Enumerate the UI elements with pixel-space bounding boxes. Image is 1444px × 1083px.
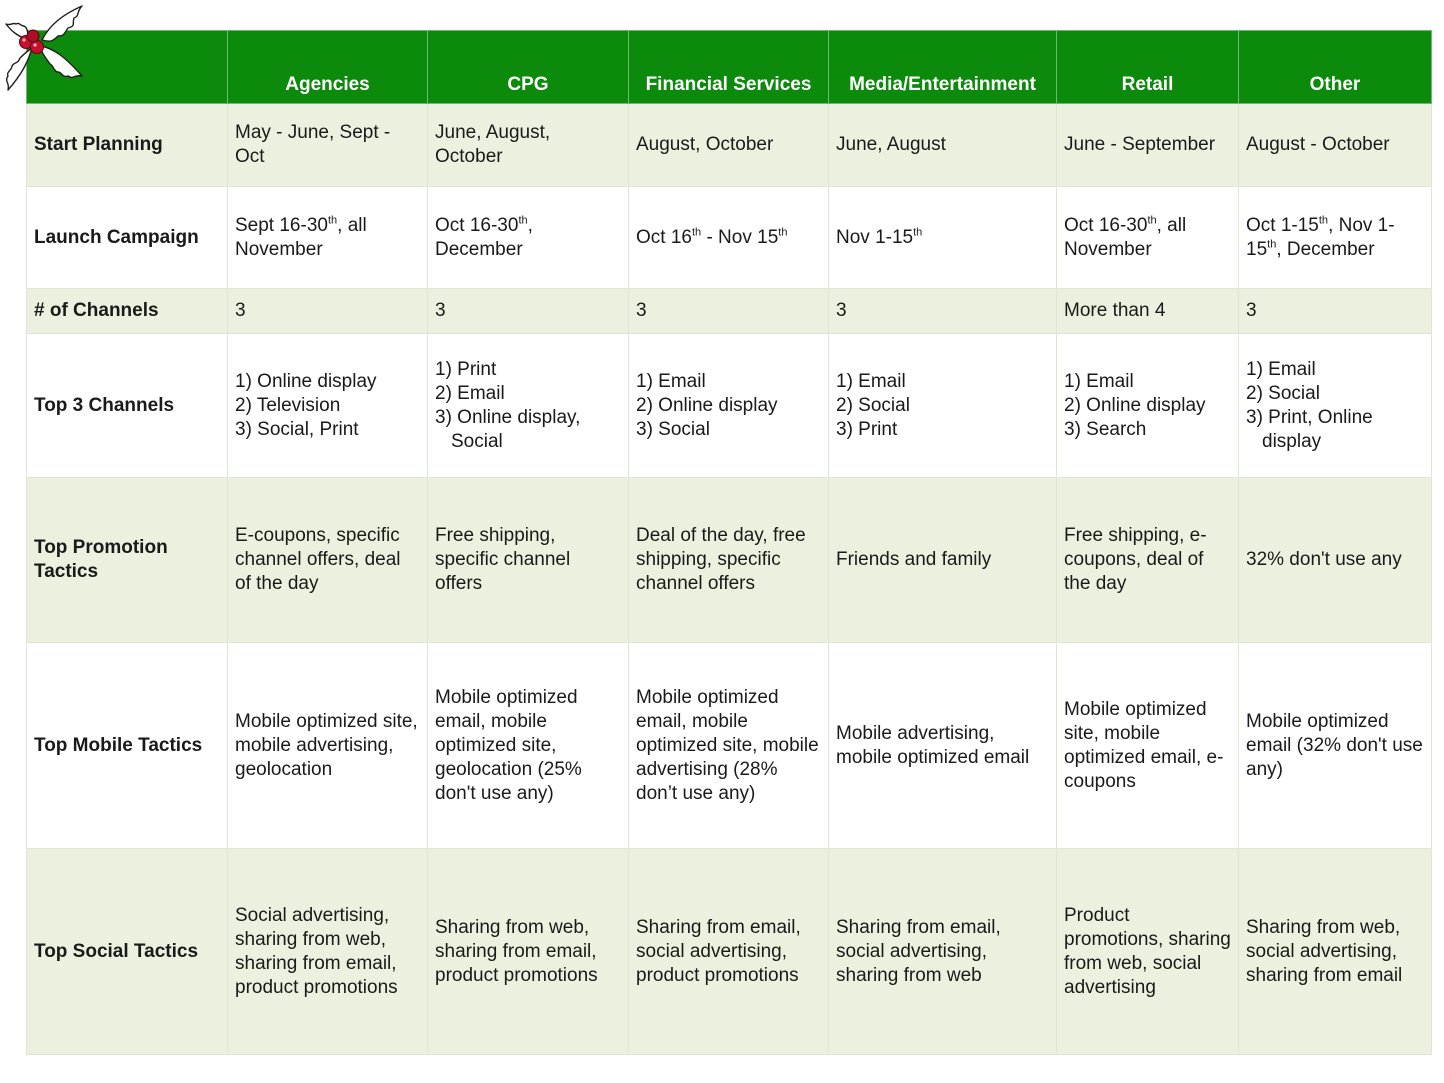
cell-top-channels-retail: 1) Email 2) Online display 3) Search xyxy=(1057,334,1239,478)
cell-mobile-cpg: Mobile optimized email, mobile optimized site, geolocation (25% don't use any) xyxy=(428,643,629,849)
table-row-promotion-tactics xyxy=(27,478,1432,643)
cell-channels-other: 3 xyxy=(1239,289,1432,334)
cell-channels-financial: 3 xyxy=(629,289,829,334)
column-header-financial-services: Financial Services xyxy=(629,31,829,104)
cell-launch-other: Oct 1-15th, Nov 1-15th, December xyxy=(1239,187,1432,289)
table-row-top-channels xyxy=(27,334,1432,478)
cell-channels-cpg: 3 xyxy=(428,289,629,334)
cell-mobile-retail: Mobile optimized site, mobile optimized email, e-coupons xyxy=(1057,643,1239,849)
cell-promotion-agencies: E-coupons, specific channel offers, deal of the day xyxy=(228,478,428,643)
cell-mobile-other: Mobile optimized email (32% don't use any) xyxy=(1239,643,1432,849)
row-label-start-planning: Start Planning xyxy=(27,104,228,187)
cell-top-channels-financial: 1) Email 2) Online display 3) Social xyxy=(629,334,829,478)
cell-launch-retail: Oct 16-30th, all November xyxy=(1057,187,1239,289)
cell-top-channels-cpg: 1) Print 2) Email 3) Online display, Social xyxy=(428,334,629,478)
column-header-agencies: Agencies xyxy=(228,31,428,104)
cell-start-planning-financial: August, October xyxy=(629,104,829,187)
row-label-social-tactics: Top Social Tactics xyxy=(27,849,228,1055)
holly-icon xyxy=(2,2,86,94)
cell-launch-financial: Oct 16th - Nov 15th xyxy=(629,187,829,289)
cell-promotion-cpg: Free shipping, specific channel offers xyxy=(428,478,629,643)
cell-promotion-retail: Free shipping, e-coupons, deal of the day xyxy=(1057,478,1239,643)
column-header-media-entertainment: Media/Entertainment xyxy=(829,31,1057,104)
cell-start-planning-other: August - October xyxy=(1239,104,1432,187)
cell-start-planning-cpg: June, August, October xyxy=(428,104,629,187)
cell-launch-cpg: Oct 16-30th, December xyxy=(428,187,629,289)
table-row-launch-campaign xyxy=(27,187,1432,289)
cell-promotion-media: Friends and family xyxy=(829,478,1057,643)
cell-promotion-financial: Deal of the day, free shipping, specific channel offers xyxy=(629,478,829,643)
table-row-mobile-tactics xyxy=(27,643,1432,849)
table-row-social-tactics xyxy=(27,849,1432,1055)
row-label-mobile-tactics: Top Mobile Tactics xyxy=(27,643,228,849)
cell-start-planning-retail: June - September xyxy=(1057,104,1239,187)
cell-mobile-media: Mobile advertising, mobile optimized email xyxy=(829,643,1057,849)
row-label-num-channels: # of Channels xyxy=(27,289,228,334)
cell-channels-agencies: 3 xyxy=(228,289,428,334)
cell-top-channels-other: 1) Email 2) Social 3) Print, Online display xyxy=(1239,334,1432,478)
calendar-comparison-table xyxy=(26,30,1432,1055)
cell-top-channels-media: 1) Email 2) Social 3) Print xyxy=(829,334,1057,478)
cell-channels-retail: More than 4 xyxy=(1057,289,1239,334)
table-row-start-planning xyxy=(27,104,1432,187)
cell-launch-media: Nov 1-15th xyxy=(829,187,1057,289)
cell-promotion-other: 32% don't use any xyxy=(1239,478,1432,643)
cell-start-planning-agencies: May - June, Sept - Oct xyxy=(228,104,428,187)
cell-social-cpg: Sharing from web, sharing from email, product promotions xyxy=(428,849,629,1055)
table-row-num-channels xyxy=(27,289,1432,334)
row-label-promotion-tactics: Top Promotion Tactics xyxy=(27,478,228,643)
cell-mobile-agencies: Mobile optimized site, mobile advertising, geolocation xyxy=(228,643,428,849)
cell-launch-agencies: Sept 16-30th, all November xyxy=(228,187,428,289)
cell-social-retail: Product promotions, sharing from web, social advertising xyxy=(1057,849,1239,1055)
cell-social-media: Sharing from email, social advertising, sharing from web xyxy=(829,849,1057,1055)
cell-top-channels-agencies: 1) Online display 2) Television 3) Social, Print xyxy=(228,334,428,478)
cell-channels-media: 3 xyxy=(829,289,1057,334)
cell-start-planning-media: June, August xyxy=(829,104,1057,187)
cell-social-other: Sharing from web, social advertising, sharing from email xyxy=(1239,849,1432,1055)
column-header-other: Other xyxy=(1239,31,1432,104)
row-label-top-channels: Top 3 Channels xyxy=(27,334,228,478)
cell-social-financial: Sharing from email, social advertising, product promotions xyxy=(629,849,829,1055)
column-header-retail: Retail xyxy=(1057,31,1239,104)
header-row xyxy=(27,31,1432,104)
cell-mobile-financial: Mobile optimized email, mobile optimized site, mobile advertising (28% don’t use any) xyxy=(629,643,829,849)
row-label-launch-campaign: Launch Campaign xyxy=(27,187,228,289)
column-header-cpg: CPG xyxy=(428,31,629,104)
cell-social-agencies: Social advertising, sharing from web, sharing from email, product promotions xyxy=(228,849,428,1055)
